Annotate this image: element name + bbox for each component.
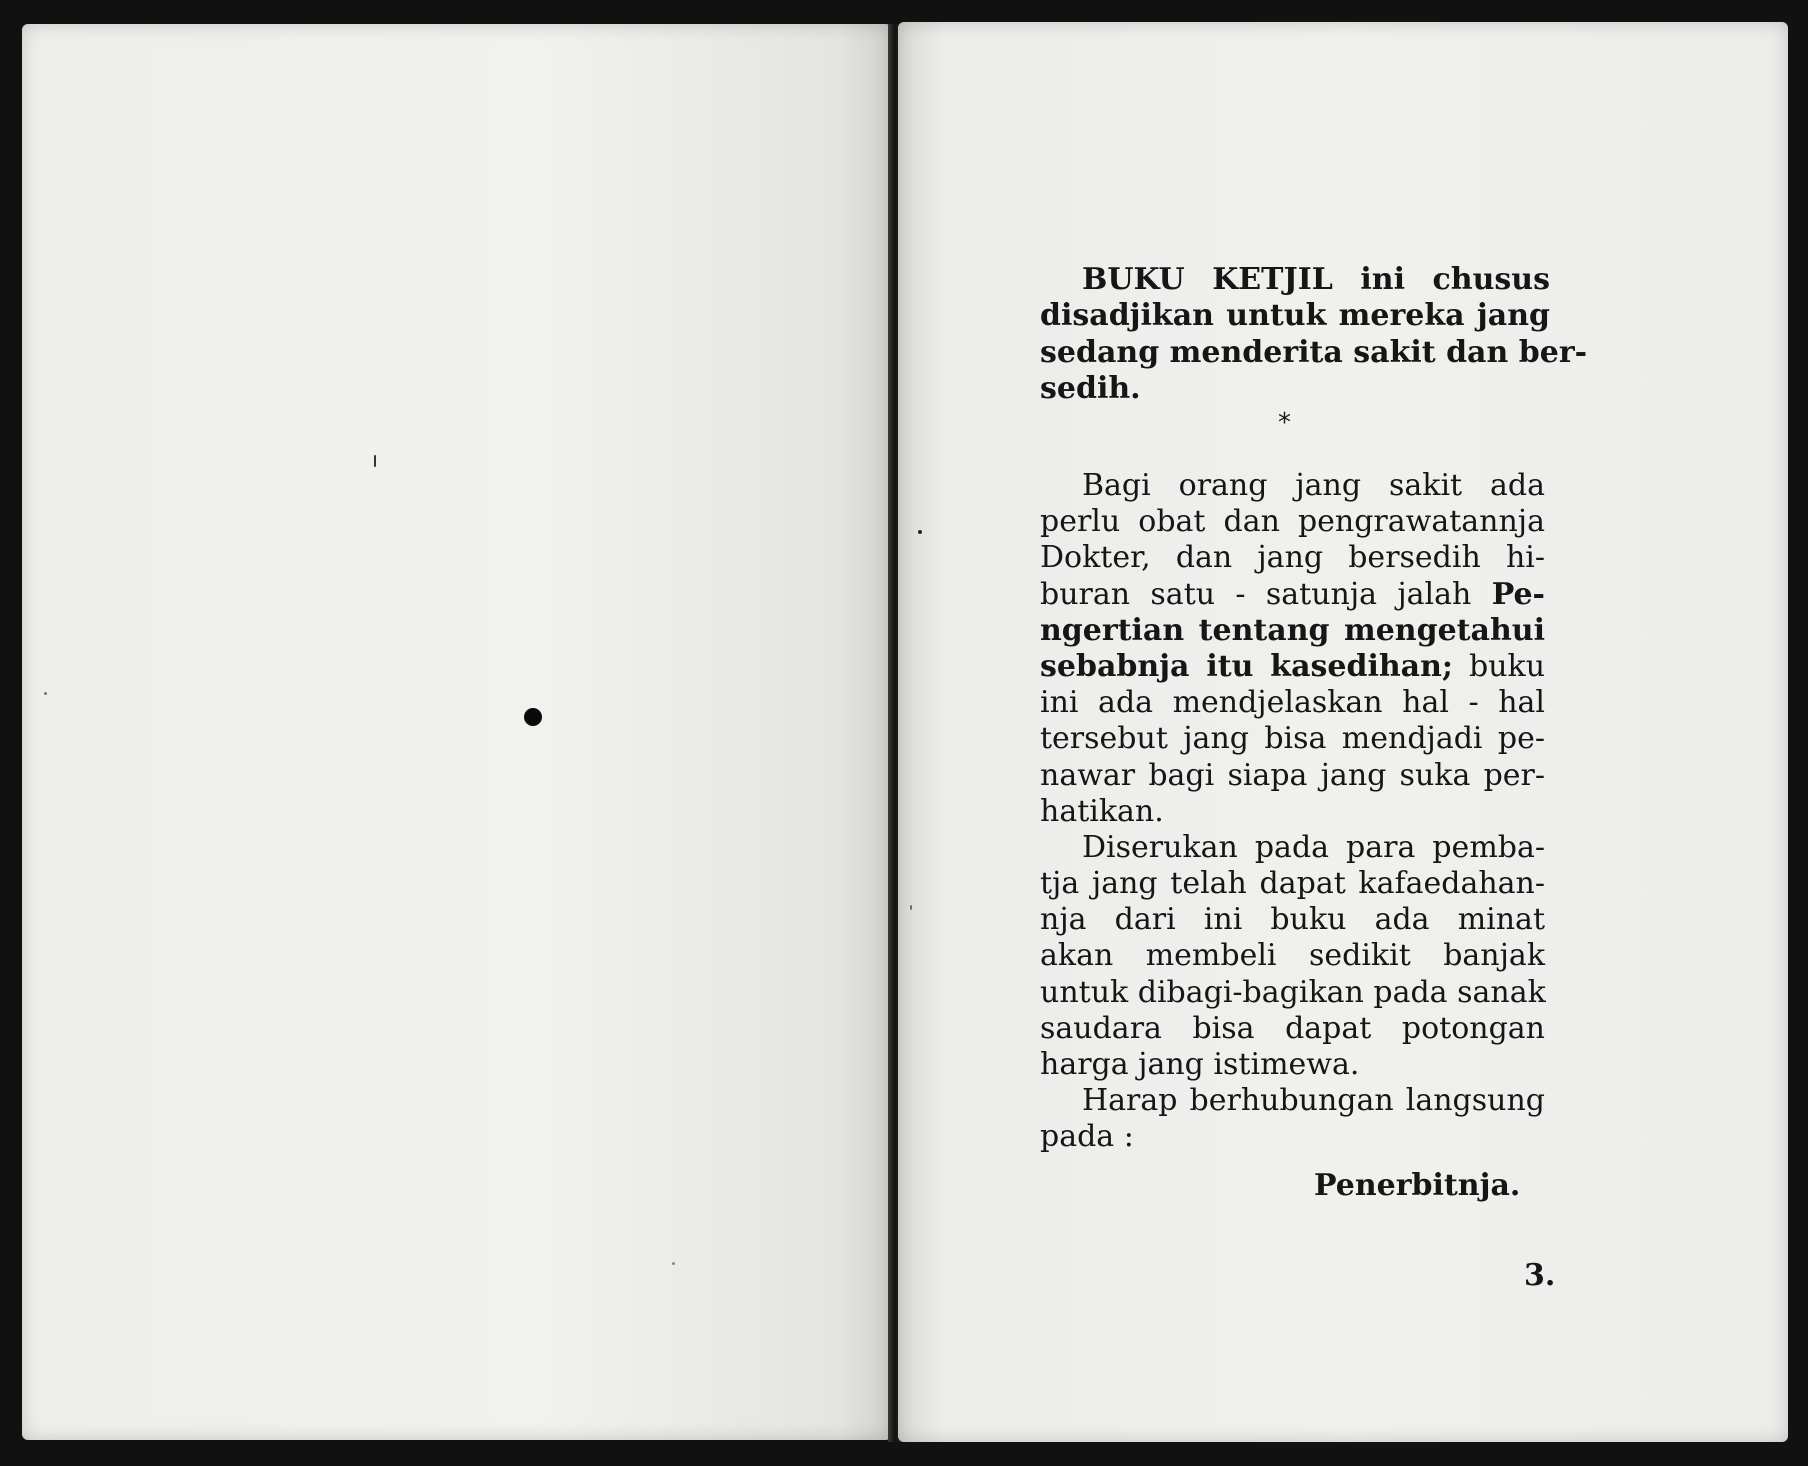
paper-speck <box>672 1262 675 1265</box>
emphasis-line: ngertian tentang mengetahui <box>1040 612 1545 648</box>
body-line: akan membeli sedikit banjak <box>1040 938 1545 974</box>
body-line: harga jang istimewa. <box>1040 1047 1360 1082</box>
body-line: tja jang telah dapat kafaedahan- <box>1040 866 1545 902</box>
body-text <box>1040 468 1545 1156</box>
body-line-mixed <box>1040 649 1545 685</box>
body-line: Diserukan pada para pemba- <box>1082 829 1545 865</box>
body-line: tersebut jang bisa mendjadi pe- <box>1040 721 1545 757</box>
body-line: Harap berhubungan langsung <box>1082 1083 1545 1119</box>
body-line: saudara bisa dapat potongan <box>1040 1010 1545 1046</box>
intro-line: sedang menderita sakit dan ber- <box>1040 334 1588 370</box>
separator-asterisk: * <box>1278 408 1291 438</box>
body-line: pada : <box>1040 1119 1134 1155</box>
paper-mark <box>374 455 376 467</box>
body-line: Bagi orang jang sakit ada <box>1082 468 1545 503</box>
intro-line: disadjikan untuk mereka jang <box>1040 298 1550 334</box>
body-line: perlu obat dan pengrawatannja <box>1040 504 1545 540</box>
ink-dot <box>524 708 542 726</box>
emphasis-text: sebabnja itu kasedihan; <box>1040 648 1454 684</box>
publisher-signature: Penerbitnja. <box>1314 1168 1521 1203</box>
intro-line: sedih. <box>1040 371 1141 407</box>
body-line: Dokter, dan jang bersedih hi- <box>1040 540 1545 576</box>
body-line: untuk dibagi-bagikan pada sanak <box>1040 974 1546 1010</box>
intro-line: BUKU KETJIL ini chusus <box>1082 262 1550 297</box>
body-line: hatikan. <box>1040 793 1164 829</box>
left-page <box>22 24 892 1440</box>
body-line: nja dari ini buku ada minat <box>1040 902 1545 938</box>
paper-speck <box>910 905 912 910</box>
paper-speck <box>44 692 47 695</box>
body-line-part: buku <box>1453 648 1546 684</box>
emphasis-text: Pe- <box>1491 576 1545 612</box>
body-line-part: buran satu - satunja jalah <box>1040 576 1492 612</box>
body-line-mixed <box>1040 577 1545 613</box>
body-line: ini ada mendjelaskan hal - hal <box>1040 685 1545 721</box>
page-number: 3. <box>1524 1258 1556 1293</box>
body-line: nawar bagi siapa jang suka per- <box>1040 757 1545 793</box>
paper-speck <box>918 530 922 534</box>
intro-paragraph <box>1040 262 1588 408</box>
